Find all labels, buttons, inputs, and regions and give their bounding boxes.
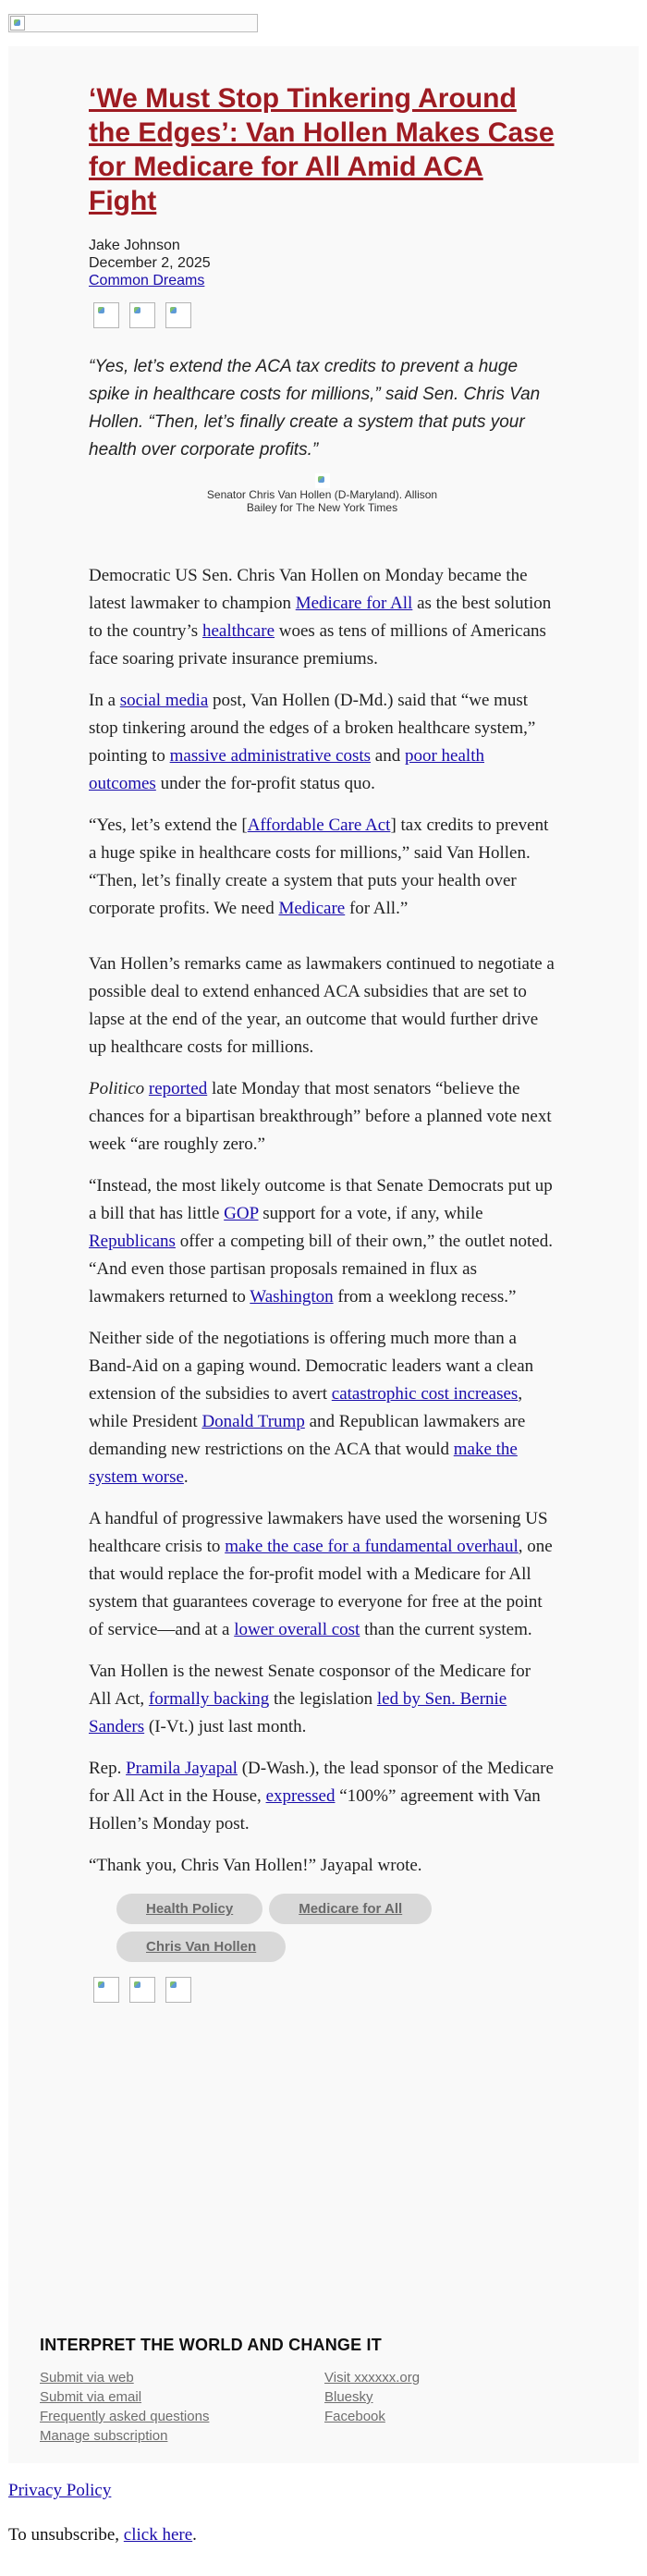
header-logo[interactable] [8, 14, 258, 32]
broken-image-icon [95, 304, 110, 319]
text-run: and [371, 746, 405, 766]
link-washington[interactable]: Washington [250, 1287, 334, 1306]
share-button-2[interactable] [129, 1977, 155, 2003]
share-button-3[interactable] [165, 302, 191, 328]
share-button-1[interactable] [93, 1977, 119, 2003]
link-social-media[interactable]: social media [119, 691, 209, 710]
link-gop[interactable]: GOP [224, 1204, 259, 1223]
link-formally-backing[interactable]: formally backing [148, 1689, 270, 1709]
text-run: late Monday that most senators “believe the chances for a bipartisan breakthrough” before a planned vote next week “are roughly zero.” [89, 1079, 552, 1154]
visit-site-link[interactable]: Visit xxxxxx.org [324, 2370, 421, 2386]
text-run: (D-Wash.), the lead sponsor of the Medicare for All Act in the House, [89, 1759, 554, 1806]
link-lower-overall-cost[interactable]: lower overall cost [234, 1620, 360, 1639]
share-button-1[interactable] [93, 302, 119, 328]
submit-via-email-link[interactable]: Submit via email [40, 2389, 142, 2405]
broken-image-icon [131, 304, 146, 319]
submit-via-web-link[interactable]: Submit via web [40, 2370, 134, 2386]
link-expressed[interactable]: expressed [265, 1786, 336, 1806]
link-healthcare[interactable]: healthcare [201, 621, 275, 641]
text-run: , one that would replace the for-profit model with a Medicare for All system that guarantees coverage to everyone for free at the point of service—and at a [89, 1537, 553, 1639]
text-run: “Yes, let’s extend the [ [89, 816, 248, 835]
link-pramila-jayapal[interactable]: Pramila Jayapal [126, 1759, 238, 1778]
author-name: Jake Johnson [89, 238, 180, 253]
paragraph-5 [89, 1075, 555, 1159]
link-affordable-care-act[interactable]: Affordable Care Act [247, 816, 391, 835]
text-run: Rep. [89, 1759, 127, 1778]
paragraph-10 [89, 1755, 555, 1838]
text-run: . [192, 2525, 197, 2545]
link-donald-trump[interactable]: Donald Trump [201, 1412, 305, 1431]
faq-link[interactable]: Frequently asked questions [40, 2409, 210, 2424]
link-fundamental-overhaul[interactable]: make the case for a fundamental overhaul [225, 1537, 519, 1556]
text-run: support for a vote, if any, while [258, 1204, 483, 1223]
footer-right-column [324, 2368, 609, 2446]
text-run: “100%” agreement with Van Hollen’s Monday post. [89, 1786, 541, 1834]
text-run: under the for-profit status quo. [155, 774, 375, 793]
email-page [0, 14, 647, 2546]
article-card [8, 46, 639, 2463]
footer-heading: INTERPRET THE WORLD AND CHANGE IT [40, 2336, 382, 2354]
link-reported[interactable]: reported [148, 1079, 208, 1098]
tag-health-policy[interactable]: Health Policy [116, 1894, 262, 1924]
text-run: Van Hollen is the newest Senate cosponsor of the Medicare for All Act, [89, 1662, 531, 1709]
broken-image-icon [167, 1979, 182, 1993]
article-title-link[interactable]: ‘We Must Stop Tinkering Around the Edges’: Van Hollen Makes Case for Medicare for All Amid ACA Fight [89, 83, 555, 216]
text-run: from a weeklong recess.” [333, 1287, 517, 1306]
share-button-2[interactable] [129, 302, 155, 328]
text-run: ] tax credits to prevent a huge spike in healthcare costs for millions,” said Van Hollen. “Then, let’s finally create a system that puts your health over corporate profits. We need [89, 816, 549, 918]
broken-image-icon [167, 304, 182, 319]
paragraph-6 [89, 1172, 555, 1311]
link-make-system-worse[interactable]: make the system worse [89, 1440, 518, 1487]
newsletter-footer [40, 2336, 613, 2446]
unsubscribe-link[interactable]: click here [123, 2525, 193, 2545]
link-republicans[interactable]: Republicans [89, 1232, 176, 1251]
text-run: “Instead, the most likely outcome is that Senate Democrats put up a bill that has little [89, 1176, 553, 1223]
paragraph-2 [89, 687, 555, 798]
unsubscribe-line [8, 2524, 647, 2546]
bluesky-link[interactable]: Bluesky [324, 2389, 373, 2405]
broken-image-icon [10, 16, 25, 31]
tag-list [116, 1894, 505, 1969]
share-button-3[interactable] [165, 1977, 191, 2003]
broken-image-icon [315, 473, 330, 488]
text-run: A handful of progressive lawmakers have used the worsening US healthcare crisis to [89, 1509, 548, 1556]
broken-image-icon [95, 1979, 110, 1993]
text-run: than the current system. [360, 1620, 532, 1639]
paragraph-8 [89, 1505, 555, 1644]
paragraph-4: Van Hollen’s remarks came as lawmakers continued to negotiate a possible deal to extend enhanced ACA subsidies that are set to lapse at the end of the year, an outcome that would further drive up healthcare costs for millions. [89, 954, 555, 1057]
article-figure [89, 473, 555, 514]
text-run: woes as tens of millions of Americans face soaring private insurance premiums. [89, 621, 546, 669]
text-run: (I-Vt.) just last month. [144, 1717, 307, 1736]
privacy-policy-link[interactable]: Privacy Policy [8, 2481, 112, 2500]
broken-image-icon [131, 1979, 146, 1993]
text-run: , while President [89, 1384, 523, 1431]
article-content [89, 81, 555, 2005]
paragraph-9 [89, 1658, 555, 1741]
article-body [89, 562, 555, 1880]
share-row-top [93, 302, 555, 330]
text-run: Neither side of the negotiations is offering much more than a Band-Aid on a gaping wound. Democratic leaders want a clean extension of the subsidies to avert [89, 1329, 534, 1404]
tag-chris-van-hollen[interactable]: Chris Van Hollen [116, 1932, 286, 1962]
image-caption: Senator Chris Van Hollen (D-Maryland). Allison Bailey for The New York Times [206, 488, 438, 514]
text-run: offer a competing bill of their own,” the outlet noted. “And even those partisan proposals remained in flux as lawmakers returned to [89, 1232, 553, 1306]
paragraph-7 [89, 1325, 555, 1491]
link-poor-health-outcomes[interactable]: poor health outcomes [89, 746, 484, 793]
link-medicare[interactable]: Medicare [278, 899, 346, 918]
paragraph-11: “Thank you, Chris Van Hollen!” Jayapal wrote. [89, 1856, 422, 1875]
text-run: To unsubscribe, [8, 2525, 124, 2545]
article-title [89, 81, 555, 218]
manage-subscription-link[interactable]: Manage subscription [40, 2428, 168, 2444]
paragraph-1 [89, 562, 555, 673]
facebook-link[interactable]: Facebook [324, 2409, 385, 2424]
text-run: the legislation [269, 1689, 377, 1709]
text-run: as the best solution to the country’s [89, 594, 552, 641]
text-run: and Republican lawmakers are demanding new restrictions on the ACA that would [89, 1412, 526, 1459]
link-medicare-for-all[interactable]: Medicare for All [295, 594, 413, 613]
article-lede: “Yes, let’s extend the ACA tax credits to prevent a huge spike in healthcare costs for millions,” said Sen. Chris Van Hollen. “Then, let’s finally create a system that puts your health over corporate profits.” [89, 357, 541, 460]
footer-columns [40, 2368, 613, 2446]
article-meta [89, 237, 555, 289]
publication-link[interactable]: Common Dreams [89, 273, 205, 288]
link-catastrophic-cost-increases[interactable]: catastrophic cost increases [331, 1384, 519, 1404]
footer-left-column [40, 2368, 324, 2446]
share-row-bottom [93, 1977, 555, 2005]
text-run: for All.” [345, 899, 409, 918]
politico-name: Politico [89, 1079, 145, 1098]
text-run: Democratic US Sen. Chris Van Hollen on Monday became the latest lawmaker to champion [89, 566, 528, 613]
tag-medicare-for-all[interactable]: Medicare for All [269, 1894, 432, 1924]
text-run: In a [89, 691, 120, 710]
text-run: . [183, 1467, 189, 1487]
link-administrative-costs[interactable]: massive administrative costs [169, 746, 372, 766]
text-run: post, Van Hollen (D-Md.) said that “we must stop tinkering around the edges of a broken healthcare system,” pointing to [89, 691, 536, 766]
email-bottom [8, 2480, 647, 2546]
paragraph-3 [89, 812, 555, 923]
link-bernie-sanders[interactable]: led by Sen. Bernie Sanders [89, 1689, 507, 1736]
publish-date: December 2, 2025 [89, 255, 211, 271]
